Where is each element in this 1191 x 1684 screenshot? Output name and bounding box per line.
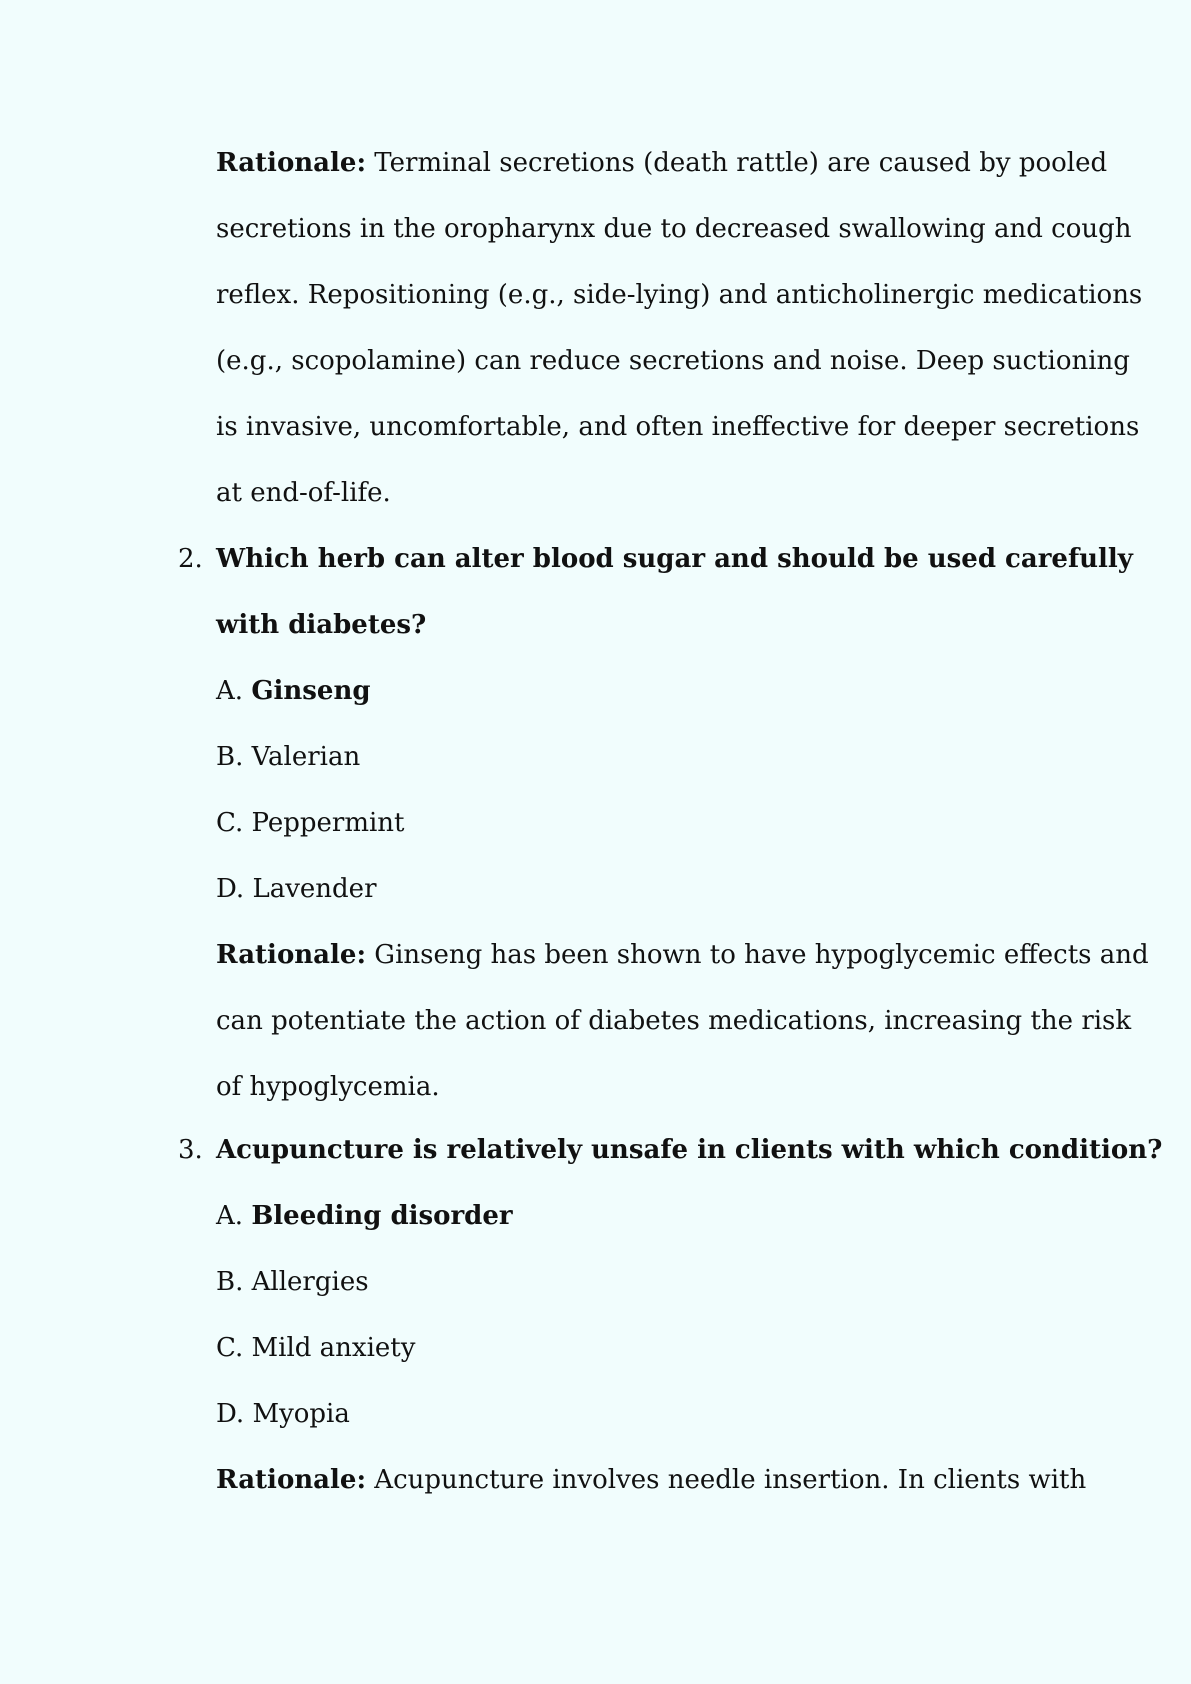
rationale-label: Rationale: [216,148,367,178]
rationale-line: Rationale: Terminal secretions (death rattle) are caused by pooled [216,148,1108,178]
question-text-line: Acupuncture is relatively unsafe in clients with which condition? [216,1135,1163,1165]
option-c: C. Mild anxiety [216,1333,416,1363]
option-c: C. Peppermint [216,808,405,838]
question-3 [216,1117,1163,1513]
rationale-line: can potentiate the action of diabetes medications, increasing the risk [216,1006,1132,1036]
rationale-label: Rationale: [216,940,367,970]
continued-rationale [216,130,1143,526]
rationale-line: at end-of-life. [216,478,391,508]
option-a: A. Ginseng [216,676,371,706]
correct-answer: Ginseng [251,676,371,706]
rationale-line: of hypoglycemia. [216,1072,440,1102]
question-text-line: Which herb can alter blood sugar and should be used carefully [216,544,1133,574]
option-d: D. Lavender [216,874,377,904]
question-2 [216,526,1149,1120]
rationale-label: Rationale: [216,1465,367,1495]
option-b: B. Allergies [216,1267,369,1297]
option-d: D. Myopia [216,1399,350,1429]
rationale-line: (e.g., scopolamine) can reduce secretions and noise. Deep suctioning [216,346,1130,376]
correct-answer: Bleeding disorder [251,1201,513,1231]
option-b: B. Valerian [216,742,361,772]
question-text-line: with diabetes? [216,610,427,640]
rationale-line: is invasive, uncomfortable, and often ineffective for deeper secretions [216,412,1140,442]
rationale-line: Rationale: Ginseng has been shown to have hypoglycemic effects and [216,940,1149,970]
question-number: 2. [178,544,203,574]
rationale-line: Rationale: Acupuncture involves needle insertion. In clients with [216,1465,1087,1495]
question-number: 3. [178,1135,203,1165]
rationale-line: secretions in the oropharynx due to decreased swallowing and cough [216,214,1132,244]
option-a: A. Bleeding disorder [216,1201,513,1231]
rationale-line: reflex. Repositioning (e.g., side-lying) and anticholinergic medications [216,280,1143,310]
